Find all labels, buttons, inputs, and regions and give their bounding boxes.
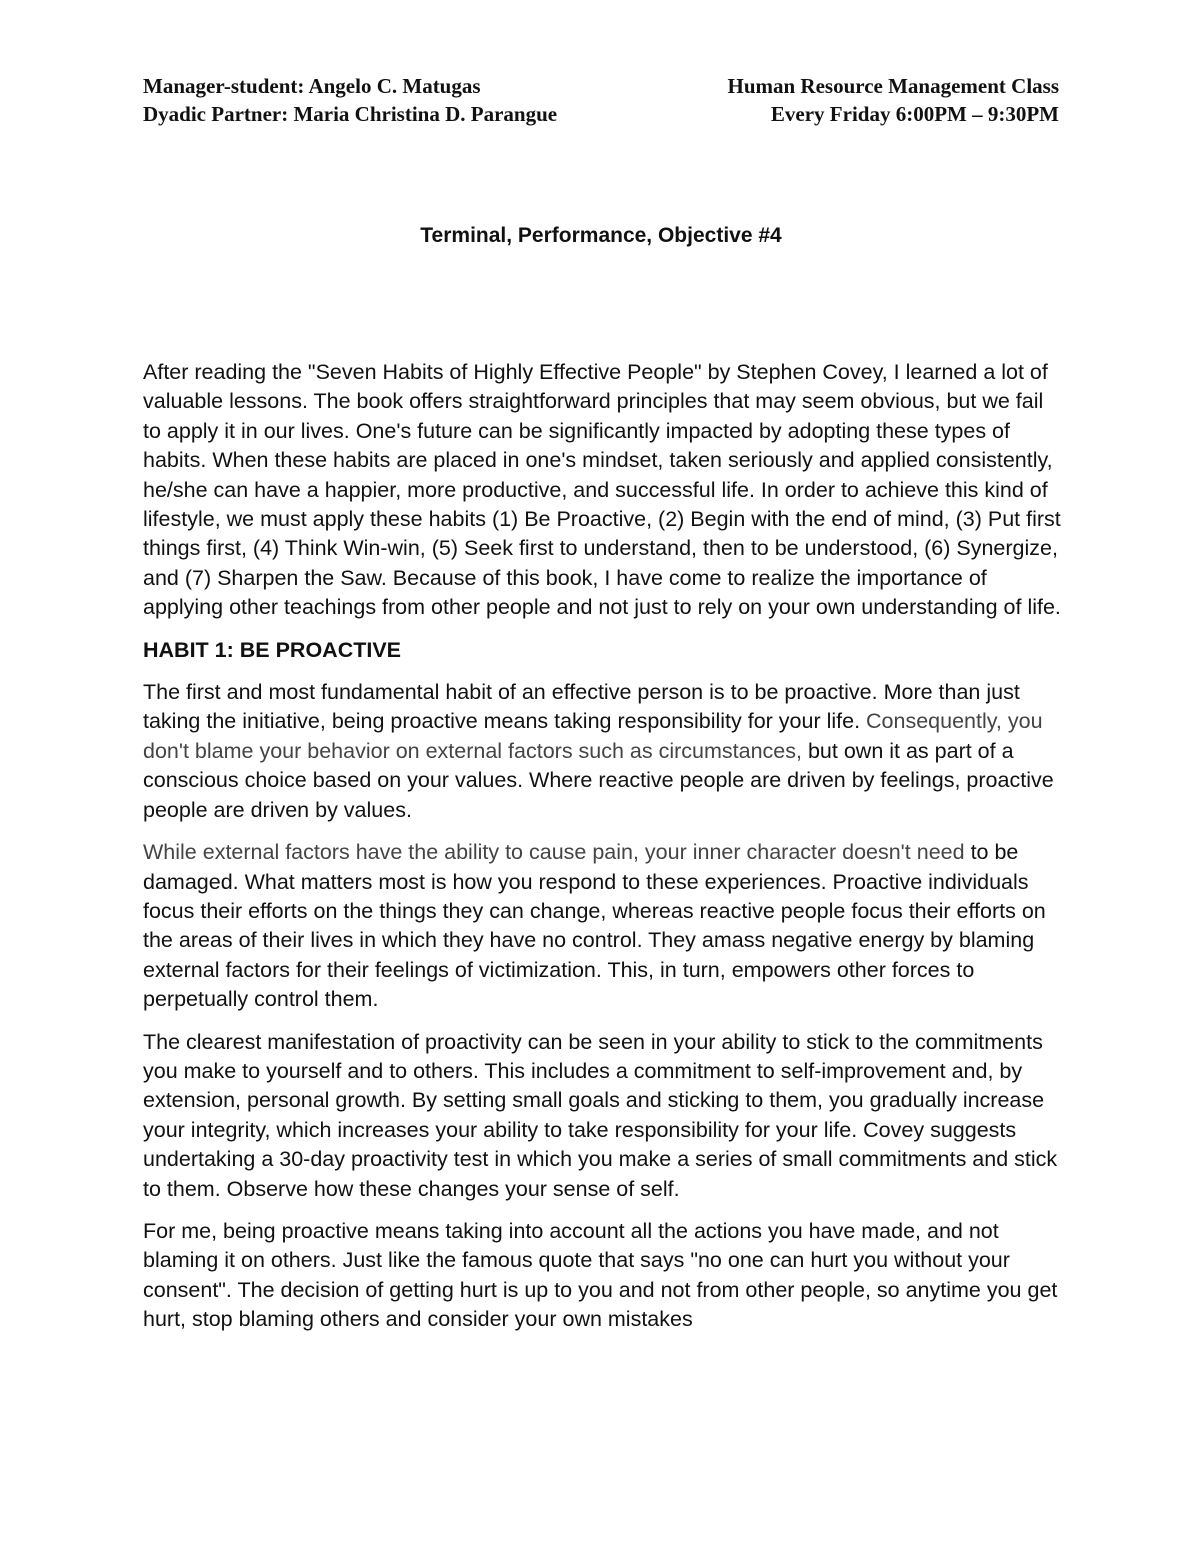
habit-1-paragraph-1-part-b: Consequently, you don't blame your behavior on external factors such as circumstances, [143, 709, 1043, 763]
habit-1-paragraph-1-part-a: The first and most fundamental habit of an effective person is to be proactive. More than just taking the initiative, being proactive means taking responsibility for your life. [143, 680, 1020, 734]
header-row-1 [143, 72, 1059, 100]
document-body [143, 358, 1063, 1348]
habit-1-heading: HABIT 1: BE PROACTIVE [143, 637, 402, 662]
habit-1-paragraph-2-part-b: to be damaged. What matters most is how you respond to these experiences. Proactive individuals focus their efforts on the things they can change, whereas reactive people focus their efforts on the areas of their lives in which they have no control. They amass negative energy by blaming external factors for their feelings of victimization. This, in turn, empowers other forces to perpetually control them. [143, 840, 1046, 1012]
habit-1-paragraph-4: For me, being proactive means taking into account all the actions you have made, and not blaming it on others. Just like the famous quote that says "no one can hurt you without your consent". The decision of getting hurt is up to you and not from other people, so anytime you get hurt, stop blaming others and consider your own mistakes [143, 1218, 1058, 1332]
habit-1-paragraph-2 [143, 838, 1063, 1014]
document-header [143, 72, 1059, 128]
header-row-2 [143, 100, 1059, 128]
habit-1-paragraph-2-part-a: While external factors have the ability to cause pain, your inner character doesn't need [143, 840, 965, 865]
dyadic-partner: Dyadic Partner: Maria Christina D. Parangue [143, 102, 558, 126]
habit-1-paragraph-1 [143, 678, 1063, 825]
class-name: Human Resource Management Class [727, 74, 1059, 98]
class-schedule: Every Friday 6:00PM – 9:30PM [770, 102, 1059, 126]
manager-student: Manager-student: Angelo C. Matugas [143, 74, 481, 98]
intro-paragraph: After reading the "Seven Habits of Highly Effective People" by Stephen Covey, I learned a lot of valuable lessons. The book offers straightforward principles that may seem obvious, but we fail to apply it in our lives. One's future can be significantly impacted by adopting these types of habits. When these habits are placed in one's mindset, taken seriously and applied consistently, he/she can have a happier, more productive, and successful life. In order to achieve this kind of lifestyle, we must apply these habits (1) Be Proactive, (2) Begin with the end of mind, (3) Put first things first, (4) Think Win-win, (5) Seek first to understand, then to be understood, (6) Synergize, and (7) Sharpen the Saw. Because of this book, I have come to realize the importance of applying other teachings from other people and not just to rely on your own understanding of life. [143, 360, 1061, 620]
document-title: Terminal, Performance, Objective #4 [420, 224, 782, 247]
habit-1-paragraph-3: The clearest manifestation of proactivity can be seen in your ability to stick to the commitments you make to yourself and to others. This includes a commitment to self-improvement and, by extension, personal growth. By setting small goals and sticking to them, you gradually increase your integrity, which increases your ability to take responsibility for your life. Covey suggests undertaking a 30-day proactivity test in which you make a series of small commitments and stick to them. Observe how these changes your sense of self. [143, 1029, 1058, 1201]
habit-1-paragraph-1-part-c: but own it as part of a conscious choice based on your values. Where reactive people are driven by feelings, proactive people are driven by values. [143, 738, 1054, 822]
